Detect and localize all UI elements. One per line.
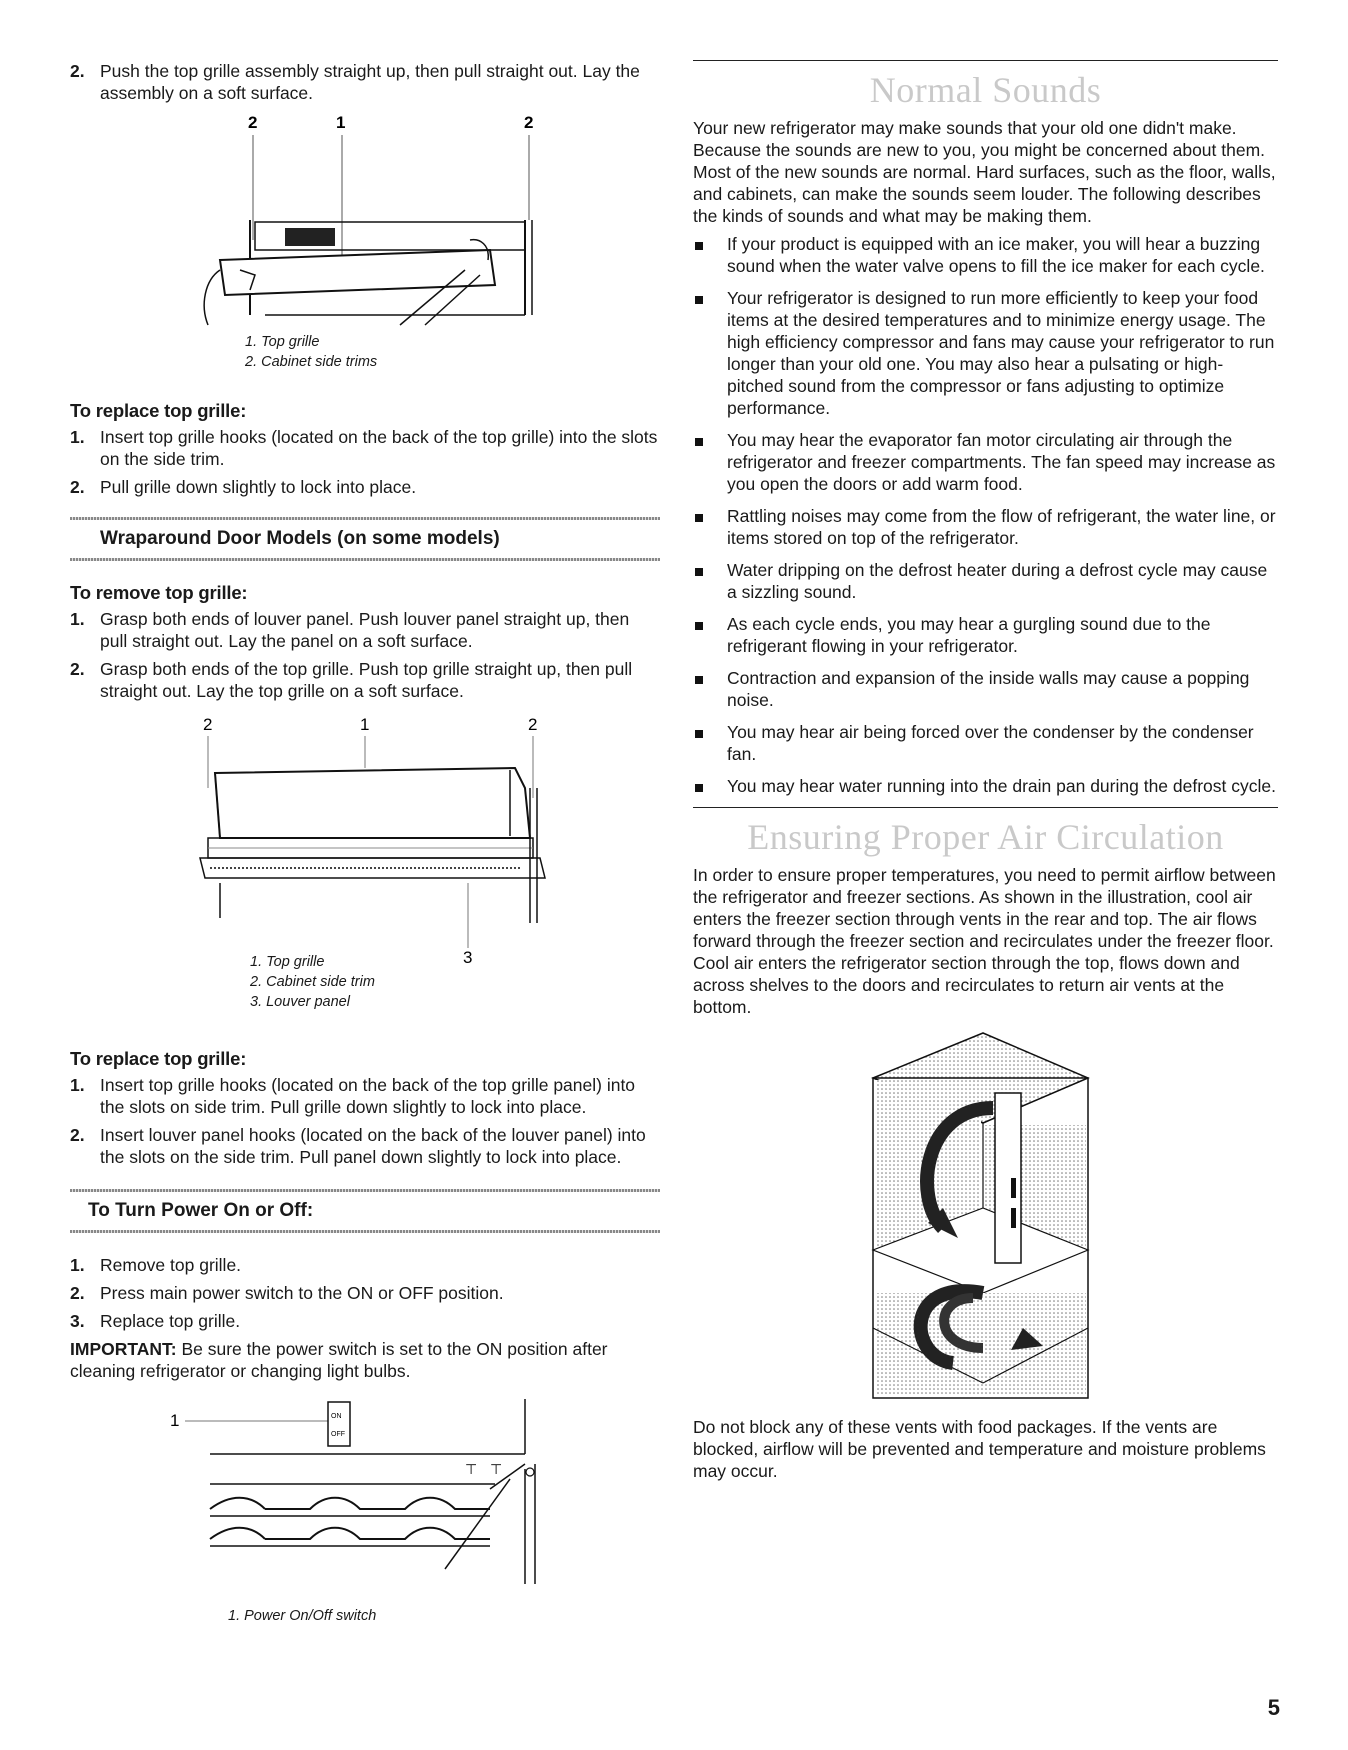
step: [70, 658, 660, 702]
step: [70, 1282, 660, 1304]
step-number: 2.: [70, 1125, 85, 1145]
louver-panel-figure: [70, 708, 660, 1010]
figure-captions: [250, 952, 375, 1012]
step-number: 1.: [70, 1075, 85, 1095]
step-text: Grasp both ends of the top grille. Push top grille straight up, then pull straight out. Lay the top grille on a soft surface.: [100, 659, 633, 701]
divider: [693, 807, 1278, 808]
callout-2-right: 2: [528, 715, 538, 734]
replace-top-grille-heading: To replace top grille:: [70, 400, 247, 421]
list-item: As each cycle ends, you may hear a gurgling sound due to the refrigerant flowing in your refrigerator.: [693, 613, 1278, 657]
top-grille-illustration: [70, 110, 660, 342]
list-item: If your product is equipped with an ice maker, you will hear a buzzing sound when the water valve opens to fill the ice maker for each cycle.: [693, 233, 1278, 277]
replace-top-grille-heading-2: To replace top grille:: [70, 1048, 247, 1069]
caption: 1. Top grille: [245, 334, 320, 350]
air-circulation-footer: Do not block any of these vents with food packages. If the vents are blocked, airflow will be prevented and temperature and moisture problems may occur.: [693, 1417, 1266, 1481]
sounds-list: [693, 233, 1278, 797]
step: [70, 1124, 660, 1168]
step: [70, 608, 660, 652]
airflow-figure: [693, 1028, 1278, 1408]
callout-2-right: 2: [524, 113, 534, 132]
callout-2-left: 2: [248, 113, 258, 132]
step-text: Push the top grille assembly straight up, then pull straight out. Lay the assembly on a soft surface.: [100, 61, 640, 103]
airflow-illustration: [693, 1028, 1278, 1408]
step-number: 2.: [70, 61, 85, 81]
callout-3: 3: [463, 948, 473, 967]
important-label: IMPORTANT:: [70, 1339, 177, 1359]
step-2-remove-grille: [70, 60, 660, 104]
list-item: Water dripping on the defrost heater during a defrost cycle may cause a sizzling sound.: [693, 559, 1278, 603]
svg-text:⊤: ⊤: [490, 1461, 503, 1477]
important-note: [70, 1338, 660, 1382]
air-circulation-text: In order to ensure proper temperatures, you need to permit airflow between the refrigerator and freezer sections. As shown in the illustration, cool air enters the freezer section through vents in the rear and top. The air flows forward through the freezer section and recirculates under the freezer floor. Cool air enters the refrigerator section through the top, flows down and across shelves to the doors and recirculates to return air vents at the bottom.: [693, 865, 1276, 1017]
step-number: 2.: [70, 477, 85, 497]
step: [70, 1074, 660, 1118]
caption: 1. Top grille: [250, 954, 325, 970]
step: [70, 1310, 660, 1332]
power-switch-figure: [70, 1394, 660, 1624]
step-number: 1.: [70, 427, 85, 447]
wraparound-section-header: [70, 510, 660, 570]
step-text: Press main power switch to the ON or OFF position.: [100, 1283, 504, 1303]
power-section-header: [70, 1182, 660, 1242]
step-number: 2.: [70, 1283, 85, 1303]
step-number: 2.: [70, 659, 85, 679]
step-number: 1.: [70, 1255, 85, 1275]
caption: 1. Power On/Off switch: [228, 1608, 377, 1624]
list-item: You may hear air being forced over the condenser by the condenser fan.: [693, 721, 1278, 765]
callout-1: 1: [360, 715, 370, 734]
step: [70, 476, 660, 498]
caption: 2. Cabinet side trims: [245, 354, 378, 370]
section-title: To Turn Power On or Off:: [88, 1200, 314, 1221]
important-text: Be sure the power switch is set to the ON position after cleaning refrigerator or changing light bulbs.: [70, 1339, 608, 1381]
left-column: [70, 60, 660, 1624]
step-text: Pull grille down slightly to lock into place.: [100, 477, 417, 497]
list-item: Contraction and expansion of the inside walls may cause a popping noise.: [693, 667, 1278, 711]
step-number: 3.: [70, 1311, 85, 1331]
step-number: 1.: [70, 609, 85, 629]
page-number: 5: [1267, 1695, 1280, 1720]
right-column: [693, 60, 1278, 1482]
figure-captions: [245, 332, 377, 372]
power-switch-illustration: [70, 1394, 660, 1624]
list-item: Your refrigerator is designed to run more efficiently to keep your food items at the desired temperatures and to minimize energy usage. The high efficiency compressor and fans may cause your refrigerator to run longer than your old one. You may also hear a pulsating or high-pitched sound from the compressor or fans adjusting to optimize performance.: [693, 287, 1278, 419]
switch-off-label: OFF: [331, 1431, 345, 1438]
caption: 2. Cabinet side trim: [250, 974, 375, 990]
step-text: Insert louver panel hooks (located on the back of the louver panel) into the slots on the side trim. Pull panel down slightly to lock into place.: [100, 1125, 646, 1167]
step: [70, 426, 660, 470]
list-item: You may hear water running into the drain pan during the defrost cycle.: [693, 775, 1278, 797]
svg-text:⊤: ⊤: [465, 1461, 478, 1477]
switch-on-label: ON: [331, 1413, 342, 1420]
callout-1: 1: [170, 1411, 180, 1430]
normal-sounds-intro: Your new refrigerator may make sounds that your old one didn't make. Because the sounds are new to you, you might be concerned about them. Most of the new sounds are normal. Hard surfaces, such as the floor, walls, and cabinets, can make the sounds seem louder. The following describes the kinds of sounds and what may be making them.: [693, 118, 1276, 226]
top-grille-figure: [70, 110, 660, 370]
step: [70, 1254, 660, 1276]
step-text: Remove top grille.: [100, 1255, 242, 1275]
divider: [693, 60, 1278, 61]
list-item: You may hear the evaporator fan motor circulating air through the refrigerator and freezer compartments. The fan speed may increase as you open the doors or add warm food.: [693, 429, 1278, 495]
step-text: Insert top grille hooks (located on the back of the top grille panel) into the slots on side trim. Pull grille down slightly to lock into place.: [100, 1075, 636, 1117]
callout-2-left: 2: [203, 715, 213, 734]
step-text: Insert top grille hooks (located on the back of the top grille) into the slots on the side trim.: [100, 427, 658, 469]
section-title: Wraparound Door Models (on some models): [100, 528, 500, 549]
step-text: Replace top grille.: [100, 1311, 241, 1331]
air-circulation-title: Ensuring Proper Air Circulation: [747, 817, 1224, 857]
remove-top-grille-heading: To remove top grille:: [70, 582, 248, 603]
caption: 3. Louver panel: [250, 994, 350, 1010]
list-item: Rattling noises may come from the flow of refrigerant, the water line, or items stored on top of the refrigerator.: [693, 505, 1278, 549]
normal-sounds-title: Normal Sounds: [869, 70, 1102, 110]
louver-panel-illustration: [70, 708, 660, 976]
callout-1: 1: [336, 113, 346, 132]
step-text: Grasp both ends of louver panel. Push louver panel straight up, then pull straight out. Lay the panel on a soft surface.: [100, 609, 630, 651]
